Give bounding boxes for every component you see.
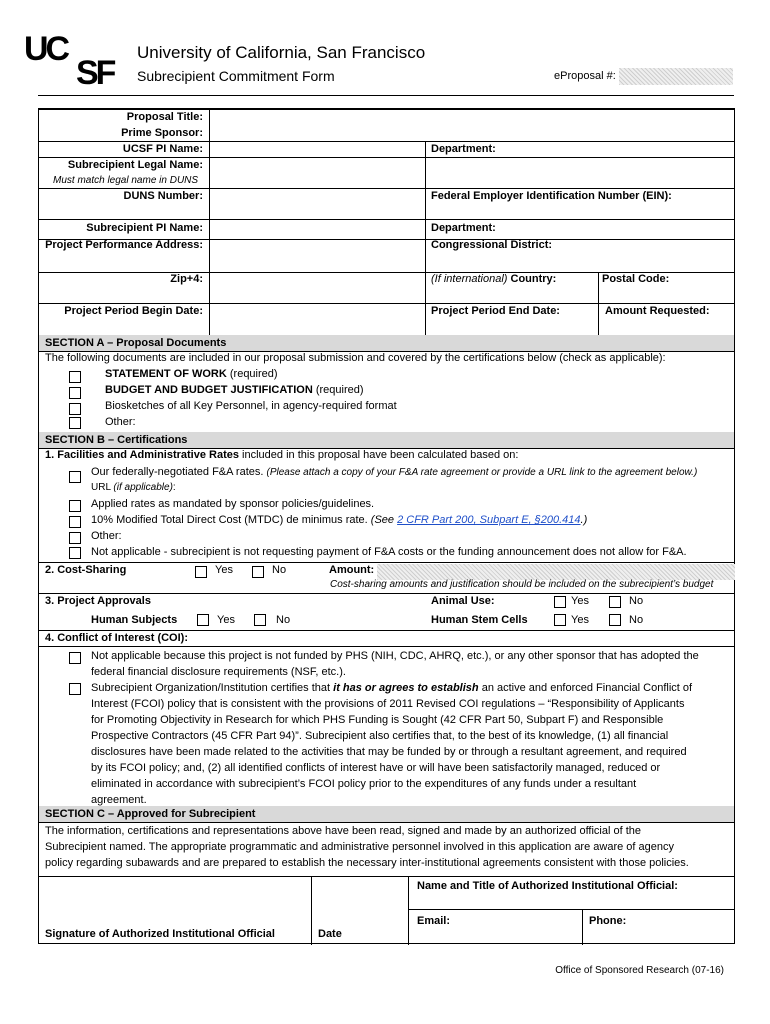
- cost-sharing-amount-input[interactable]: [377, 564, 735, 580]
- proposal-title-label: Proposal Title:: [126, 111, 203, 123]
- human-subjects-no-checkbox[interactable]: [254, 614, 266, 626]
- begin-date-input[interactable]: [210, 303, 424, 335]
- commitment-form: [38, 108, 735, 944]
- coi-certify-text: Subrecipient Organization/Institution certifies that it has or agrees to establish an active and enforced Financial Conflict of Interest (FCOI) policy that is consistent with the provisions of 2011 Revised COI regulations – “Responsibility of Applicants for Promoting Objectivity in Research for which PHS Funding is Sought (42 CFR Part 50, Subpart F) and Responsible Prospective Contractors (45 CFR Part 94)”. Subrecipient also certifies that, to the best of its knowledge, (1) all financial disclosures have been made related to the activities that may be funded by or through a resultant agreement, and required by its FCOI policy; and, (2) all identified conflicts of interest have or will have been satisfactorily managed, reduced or eliminated in accordance with subrecipient’s FCOI policy prior to the expenditures of any funds under a resultant agreement.: [91, 682, 693, 806]
- amount-label: Amount:: [329, 564, 375, 576]
- begin-date-label: Project Period Begin Date:: [64, 305, 203, 317]
- section-a-intro: The following documents are included in our proposal submission and covered by the certifications below (check as applicable):: [45, 352, 666, 364]
- fa-mtdc-checkbox[interactable]: [69, 516, 81, 528]
- zip-label: Zip+4:: [170, 273, 203, 285]
- svg-text:SF: SF: [76, 54, 114, 88]
- footer-text: Office of Sponsored Research (07-16): [555, 965, 724, 976]
- prime-sponsor-input[interactable]: [210, 125, 735, 141]
- coi-na-checkbox[interactable]: [69, 652, 81, 664]
- biosketches-checkbox[interactable]: [69, 403, 81, 415]
- subrecipient-pi-name-label: Subrecipient PI Name:: [86, 222, 203, 234]
- end-date-label: Project Period End Date:: [431, 305, 560, 317]
- fa-other-checkbox[interactable]: [69, 532, 81, 544]
- name-title-label: Name and Title of Authorized Institutional Official:: [417, 880, 678, 892]
- country-label: (If international) Country:: [431, 273, 557, 285]
- signature-label: Signature of Authorized Institutional Official: [45, 928, 275, 940]
- sow-checkbox[interactable]: [69, 371, 81, 383]
- budget-checkbox[interactable]: [69, 387, 81, 399]
- performance-address-input[interactable]: [210, 239, 424, 272]
- ein-label: Federal Employer Identification Number (EIN):: [431, 190, 672, 202]
- fa-sponsor-rates-label: Applied rates as mandated by sponsor policies/guidelines.: [91, 498, 375, 510]
- animal-use-yes-label: Yes: [571, 595, 589, 607]
- human-subjects-yes-label: Yes: [217, 614, 235, 626]
- ucsf-logo: [24, 30, 128, 88]
- university-name: University of California, San Francisco: [137, 43, 426, 62]
- duns-number-input[interactable]: [210, 188, 424, 219]
- other-doc-label: Other:: [105, 416, 136, 428]
- animal-use-no-label: No: [629, 595, 644, 607]
- human-subjects-label: Human Subjects: [91, 614, 178, 626]
- prime-sponsor-label: Prime Sponsor:: [121, 127, 203, 139]
- cost-sharing-yes-checkbox[interactable]: [195, 566, 207, 578]
- department-label: Department:: [431, 143, 496, 155]
- animal-use-no-checkbox[interactable]: [609, 596, 621, 608]
- coi-na-text: Not applicable because this project is not funded by PHS (NIH, CDC, AHRQ, etc.), or any other sponsor that has adopted the federal financial disclosure requirements (NSF, etc.).: [91, 650, 699, 678]
- section-a-header: SECTION A – Proposal Documents: [39, 335, 734, 351]
- performance-address-label: Project Performance Address:: [45, 239, 203, 251]
- url-label: URL (if applicable):: [91, 482, 176, 493]
- human-subjects-yes-checkbox[interactable]: [197, 614, 209, 626]
- legal-name-note: Must match legal name in DUNS: [53, 175, 199, 186]
- coi-label: 4. Conflict of Interest (COI):: [45, 632, 188, 644]
- budget-label: BUDGET AND BUDGET JUSTIFICATION (required): [105, 384, 364, 396]
- phone-label: Phone:: [589, 915, 627, 927]
- cost-sharing-yes-label: Yes: [215, 564, 233, 576]
- congressional-district-label: Congressional District:: [431, 239, 553, 251]
- sow-label: STATEMENT OF WORK (required): [105, 368, 278, 380]
- eproposal-label: eProposal #:: [554, 70, 616, 82]
- human-subjects-no-label: No: [276, 614, 291, 626]
- fa-negotiated-label: Our federally-negotiated F&A rates. (Please attach a copy of your F&A rate agreement or provide a URL link to the agreement below.): [91, 466, 698, 478]
- stem-cells-no-label: No: [629, 614, 644, 626]
- header-divider: [38, 95, 734, 96]
- cost-sharing-label: 2. Cost-Sharing: [45, 564, 127, 576]
- ucsf-pi-name-input[interactable]: [210, 141, 424, 157]
- human-stem-cells-label: Human Stem Cells: [431, 614, 528, 626]
- ucsf-pi-name-label: UCSF PI Name:: [122, 143, 203, 155]
- fa-na-label: Not applicable - subrecipient is not requesting payment of F&A costs or the funding announcement does not allow for F&A.: [91, 546, 687, 558]
- subrecipient-pi-name-input[interactable]: [210, 219, 424, 239]
- subrecipient-legal-name-label: Subrecipient Legal Name:: [67, 159, 203, 171]
- cost-sharing-no-label: No: [272, 564, 287, 576]
- cost-sharing-note: Cost-sharing amounts and justification should be included on the subrecipient’s budget: [330, 579, 714, 590]
- subrecipient-legal-name-input[interactable]: [210, 157, 424, 188]
- stem-cells-yes-checkbox[interactable]: [554, 614, 566, 626]
- fa-sponsor-rates-checkbox[interactable]: [69, 500, 81, 512]
- stem-cells-yes-label: Yes: [571, 614, 589, 626]
- zip-input[interactable]: [210, 272, 424, 303]
- cfr-link[interactable]: 2 CFR Part 200, Subpart E, §200.414: [397, 514, 581, 526]
- other-doc-checkbox[interactable]: [69, 417, 81, 429]
- postal-code-label: Postal Code:: [602, 273, 670, 285]
- section-c-text: The information, certifications and representations above have been read, signed and made by an authorized official of the Subrecipient named. The appropriate programmatic and administrative personnel involved in this application are aware of agency policy regarding subawards and are prepared to establish the necessary inter-institutional agreements consistent with those policies.: [45, 825, 689, 869]
- cost-sharing-no-checkbox[interactable]: [252, 566, 264, 578]
- department2-label: Department:: [431, 222, 496, 234]
- section-c-header: SECTION C – Approved for Subrecipient: [39, 806, 734, 822]
- form-title: Subrecipient Commitment Form: [137, 68, 335, 84]
- svg-text:UC: UC: [24, 30, 68, 68]
- fa-title: 1. Facilities and Administrative Rates included in this proposal have been calculated based on:: [45, 449, 519, 461]
- duns-number-label: DUNS Number:: [123, 190, 203, 202]
- stem-cells-no-checkbox[interactable]: [609, 614, 621, 626]
- animal-use-yes-checkbox[interactable]: [554, 596, 566, 608]
- date-label: Date: [318, 928, 342, 940]
- eproposal-input[interactable]: [619, 68, 733, 85]
- fa-other-label: Other:: [91, 530, 122, 542]
- fa-mtdc-label: 10% Modified Total Direct Cost (MTDC) de minimus rate. (See 2 CFR Part 200, Subpart E, §200.414.): [91, 514, 588, 526]
- email-label: Email:: [417, 915, 451, 927]
- section-b-header: SECTION B – Certifications: [39, 432, 734, 448]
- biosketches-label: Biosketches of all Key Personnel, in agency-required format: [105, 400, 397, 412]
- approvals-label: 3. Project Approvals: [45, 595, 151, 607]
- fa-negotiated-checkbox[interactable]: [69, 471, 81, 483]
- animal-use-label: Animal Use:: [431, 595, 495, 607]
- proposal-title-input[interactable]: [210, 109, 735, 125]
- fa-na-checkbox[interactable]: [69, 547, 81, 559]
- amount-requested-label: Amount Requested:: [605, 305, 710, 317]
- coi-certify-checkbox[interactable]: [69, 683, 81, 695]
